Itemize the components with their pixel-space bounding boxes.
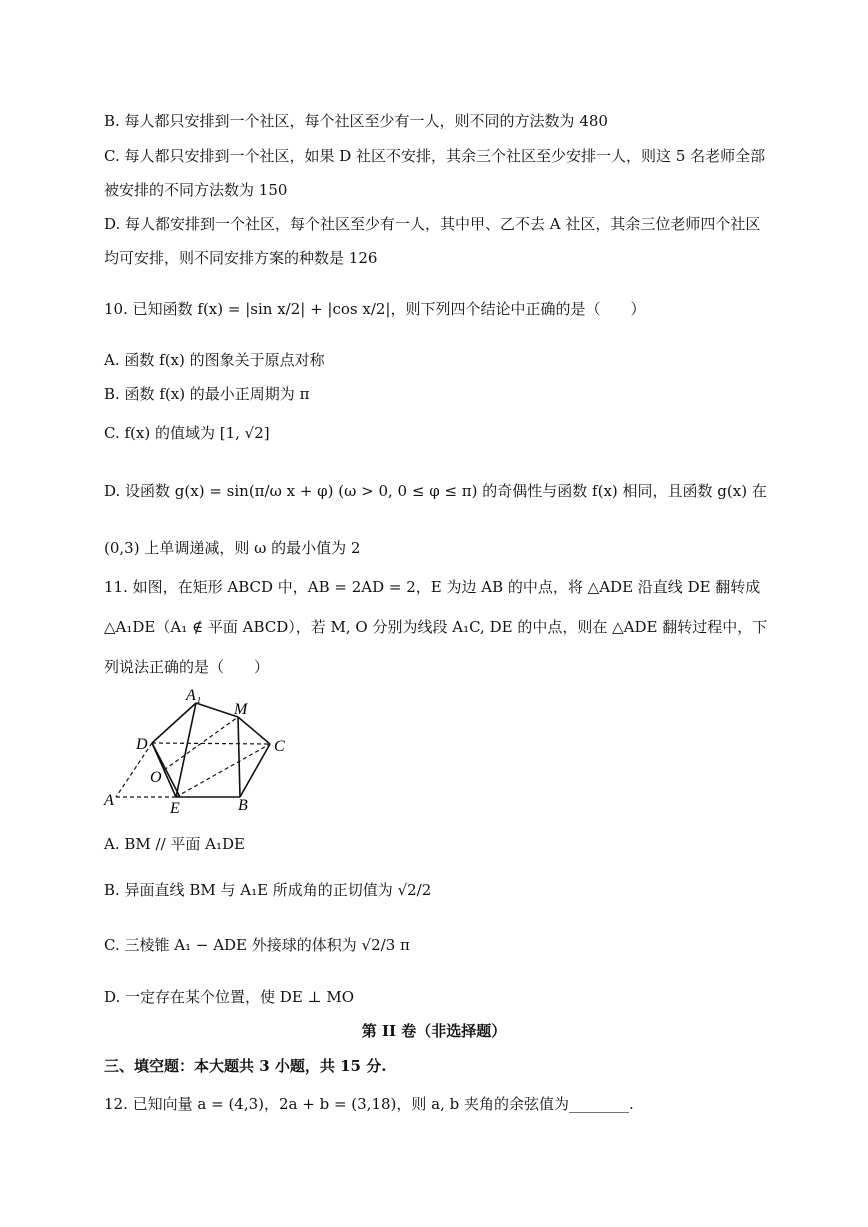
- label-b: B: [238, 797, 248, 814]
- label-c: C: [274, 738, 285, 755]
- label-o: O: [150, 769, 162, 786]
- option-c-continued: 被安排的不同方法数为 150: [104, 181, 288, 199]
- question-11-option-d: D. 一定存在某个位置，使 DE ⊥ MO: [104, 988, 355, 1006]
- question-10-option-d: D. 设函数 g(x) = sin(π/ω x + φ) (ω > 0, 0 ≤ φ ≤ π) 的奇偶性与函数 f(x) 相同，且函数 g(x) 在: [104, 482, 767, 500]
- option-b-text: B. 每人都只安排到一个社区，每个社区至少有一人，则不同的方法数为 480: [104, 112, 608, 130]
- question-10-option-a: A. 函数 f(x) 的图象关于原点对称: [104, 351, 325, 369]
- question-11-option-a: A. BM // 平面 A₁DE: [104, 835, 245, 853]
- question-11-stem-2: △A₁DE（A₁ ∉ 平面 ABCD），若 M, O 分别为线段 A₁C, DE 的中点，则在 △ADE 翻转过程中，下: [104, 618, 768, 636]
- question-10-stem: 10. 已知函数 f(x) = |sin x/2| + |cos x/2|，则下列四个结论中正确的是（ ）: [104, 300, 646, 318]
- option-c-text: C. 每人都只安排到一个社区，如果 D 社区不安排，其余三个社区至少安排一人，则这 5 名老师全部: [104, 147, 766, 165]
- question-10-option-c: C. f(x) 的值域为 [1, √2]: [104, 424, 270, 442]
- geometry-figure: [100, 684, 300, 816]
- label-a1: A₁: [186, 687, 202, 704]
- question-10-option-d-continued: (0,3) 上单调递减，则 ω 的最小值为 2: [104, 539, 361, 557]
- label-e: E: [170, 800, 180, 816]
- question-11-stem: 11. 如图，在矩形 ABCD 中，AB = 2AD = 2，E 为边 AB 的中点，将 △ADE 沿直线 DE 翻转成: [104, 578, 761, 596]
- question-10-option-b: B. 函数 f(x) 的最小正周期为 π: [104, 385, 310, 403]
- section-heading: 第 II 卷（非选择题）: [361, 1022, 507, 1040]
- option-d-text: D. 每人都安排到一个社区，每个社区至少有一人，其中甲、乙不去 A 社区，其余三位老师四个社区: [104, 215, 761, 233]
- label-a: A: [104, 792, 114, 809]
- question-12-stem: 12. 已知向量 a = (4,3)，2a + b = (3,18)，则 a, b 夹角的余弦值为________.: [104, 1095, 634, 1113]
- question-11-stem-3: 列说法正确的是（ ）: [104, 658, 270, 676]
- question-11-option-b: B. 异面直线 BM 与 A₁E 所成角的正切值为 √2/2: [104, 881, 432, 899]
- label-d: D: [136, 736, 148, 753]
- label-m: M: [234, 701, 248, 718]
- option-d-continued: 均可安排，则不同安排方案的种数是 126: [104, 249, 378, 267]
- part-three-heading: 三、填空题：本大题共 3 小题，共 15 分.: [104, 1057, 387, 1075]
- question-11-option-c: C. 三棱锥 A₁ − ADE 外接球的体积为 √2/3 π: [104, 936, 410, 954]
